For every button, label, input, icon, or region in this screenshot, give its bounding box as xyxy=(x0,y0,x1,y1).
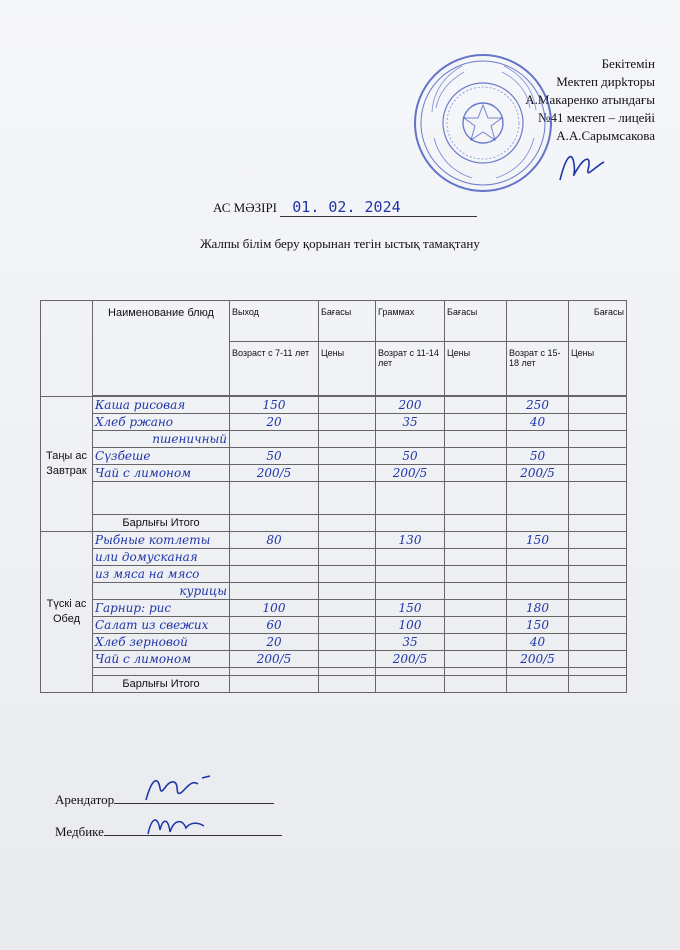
dish-name: Рыбные котлеты xyxy=(93,532,230,549)
table-row xyxy=(41,431,627,448)
portion-11-14: 200/5 xyxy=(376,651,445,668)
school-stamp xyxy=(412,52,554,194)
table-row xyxy=(41,482,627,515)
dish-name: из мяса на мясо xyxy=(93,566,230,583)
breakfast-total-row xyxy=(41,515,627,532)
menu-table xyxy=(40,300,627,693)
portion-7-11: 150 xyxy=(230,397,319,414)
price-cell xyxy=(569,532,627,549)
portion-11-14: 35 xyxy=(376,634,445,651)
header-price-3: Бағасы xyxy=(569,301,627,342)
price-cell xyxy=(569,414,627,431)
header-price-1: Бағасы xyxy=(319,301,376,342)
header-exit: Выход xyxy=(230,301,319,342)
meal-breakfast: Таңы ас Завтрак xyxy=(41,397,93,532)
table-row xyxy=(41,465,627,482)
portion-15-18: 40 xyxy=(507,414,569,431)
dish-name: Гарнир: рис xyxy=(93,600,230,617)
lunch-total-row xyxy=(41,676,627,693)
table-row xyxy=(41,448,627,465)
portion-7-11 xyxy=(230,431,319,448)
price-cell xyxy=(319,465,376,482)
header-grams: Граммах xyxy=(376,301,445,342)
breakfast-total-label: Барлығы Итого xyxy=(93,515,230,532)
price-cell xyxy=(445,465,507,482)
price-cell xyxy=(445,431,507,448)
table-header-row xyxy=(41,301,627,342)
subheader-age-3: Возрат с 15-18 лет xyxy=(507,342,569,396)
dish-name: Сүзбеше xyxy=(93,448,230,465)
portion-15-18: 250 xyxy=(507,397,569,414)
meal-lunch: Түскі ас Обед xyxy=(41,532,93,693)
approval-line-1: Бекітемін xyxy=(601,56,655,71)
portion-7-11: 20 xyxy=(230,414,319,431)
table-row xyxy=(41,397,627,414)
table-row xyxy=(41,651,627,668)
approval-line-3: А.Макаренко атындағы xyxy=(525,92,655,107)
portion-7-11: 60 xyxy=(230,617,319,634)
nurse-signature xyxy=(142,810,212,840)
portion-11-14: 200/5 xyxy=(376,465,445,482)
approval-line-5: А.А.Сарымсакова xyxy=(556,128,655,143)
dish-name: курицы xyxy=(93,583,230,600)
price-cell xyxy=(319,617,376,634)
table-row xyxy=(41,668,627,676)
price-cell xyxy=(445,617,507,634)
price-cell xyxy=(319,397,376,414)
portion-7-11: 200/5 xyxy=(230,465,319,482)
approval-line-2: Мектеп дирkторы xyxy=(556,74,655,89)
subheader-price-2: Цены xyxy=(445,342,507,396)
dish-name: Чай с лимоном xyxy=(93,651,230,668)
price-cell xyxy=(569,397,627,414)
portion-15-18: 180 xyxy=(507,600,569,617)
price-cell xyxy=(569,448,627,465)
price-cell xyxy=(319,414,376,431)
portion-7-11: 200/5 xyxy=(230,651,319,668)
approval-line-4: №41 мектеп – лицейі xyxy=(538,110,655,125)
price-cell xyxy=(445,600,507,617)
price-cell xyxy=(445,651,507,668)
price-cell xyxy=(319,532,376,549)
subheader-age-2: Возрат с 11-14 лет xyxy=(376,342,445,396)
nurse-label: Медбике xyxy=(55,824,104,839)
price-cell xyxy=(319,634,376,651)
price-cell xyxy=(569,617,627,634)
portion-11-14: 100 xyxy=(376,617,445,634)
price-cell xyxy=(319,600,376,617)
table-row xyxy=(41,617,627,634)
price-cell xyxy=(569,634,627,651)
dish-name: Хлеб ржано xyxy=(93,414,230,431)
tenant-signature xyxy=(140,772,220,808)
menu-date: 01. 02. 2024 xyxy=(280,198,477,217)
price-cell xyxy=(319,651,376,668)
price-cell xyxy=(569,465,627,482)
portion-7-11: 80 xyxy=(230,532,319,549)
portion-11-14: 130 xyxy=(376,532,445,549)
director-signature xyxy=(552,146,612,186)
portion-11-14: 200 xyxy=(376,397,445,414)
header-dish: Наименование блюд xyxy=(93,301,230,396)
subheader-price-3: Цены xyxy=(569,342,627,396)
price-cell xyxy=(445,634,507,651)
price-cell xyxy=(445,397,507,414)
portion-11-14: 35 xyxy=(376,414,445,431)
price-cell xyxy=(445,532,507,549)
portion-7-11: 100 xyxy=(230,600,319,617)
portion-15-18: 50 xyxy=(507,448,569,465)
price-cell xyxy=(445,448,507,465)
portion-15-18: 200/5 xyxy=(507,465,569,482)
table-row xyxy=(41,566,627,583)
table-row xyxy=(41,532,627,549)
price-cell xyxy=(569,600,627,617)
dish-name: Чай с лимоном xyxy=(93,465,230,482)
portion-7-11: 20 xyxy=(230,634,319,651)
portion-11-14 xyxy=(376,431,445,448)
portion-11-14: 150 xyxy=(376,600,445,617)
price-cell xyxy=(569,431,627,448)
menu-title xyxy=(213,198,477,217)
menu-title-label: АС МӘЗІРІ xyxy=(213,200,278,215)
dish-name: Салат из свежих xyxy=(93,617,230,634)
portion-7-11: 50 xyxy=(230,448,319,465)
table-row xyxy=(41,634,627,651)
table-row xyxy=(41,600,627,617)
subheader-age-1: Возраст с 7-11 лет xyxy=(230,342,319,396)
header-price-2: Бағасы xyxy=(445,301,507,342)
table-row xyxy=(41,414,627,431)
subheader-price-1: Цены xyxy=(319,342,376,396)
tenant-label: Арендатор xyxy=(55,792,115,807)
price-cell xyxy=(569,651,627,668)
header-empty xyxy=(507,301,569,342)
portion-15-18: 150 xyxy=(507,532,569,549)
dish-name: пшеничный xyxy=(93,431,230,448)
portion-11-14: 50 xyxy=(376,448,445,465)
table-row xyxy=(41,549,627,566)
menu-subtitle: Жалпы білім беру қорынан тегін ыстық тамақтану xyxy=(200,236,480,251)
price-cell xyxy=(319,448,376,465)
dish-name: или домусканая xyxy=(93,549,230,566)
price-cell xyxy=(445,414,507,431)
portion-15-18 xyxy=(507,431,569,448)
portion-15-18: 200/5 xyxy=(507,651,569,668)
lunch-total-label: Барлығы Итого xyxy=(93,676,230,693)
portion-15-18: 150 xyxy=(507,617,569,634)
corner-cell xyxy=(41,301,93,397)
portion-15-18: 40 xyxy=(507,634,569,651)
price-cell xyxy=(319,431,376,448)
dish-name: Каша рисовая xyxy=(93,397,230,414)
dish-name: Хлеб зерновой xyxy=(93,634,230,651)
table-row xyxy=(41,583,627,600)
